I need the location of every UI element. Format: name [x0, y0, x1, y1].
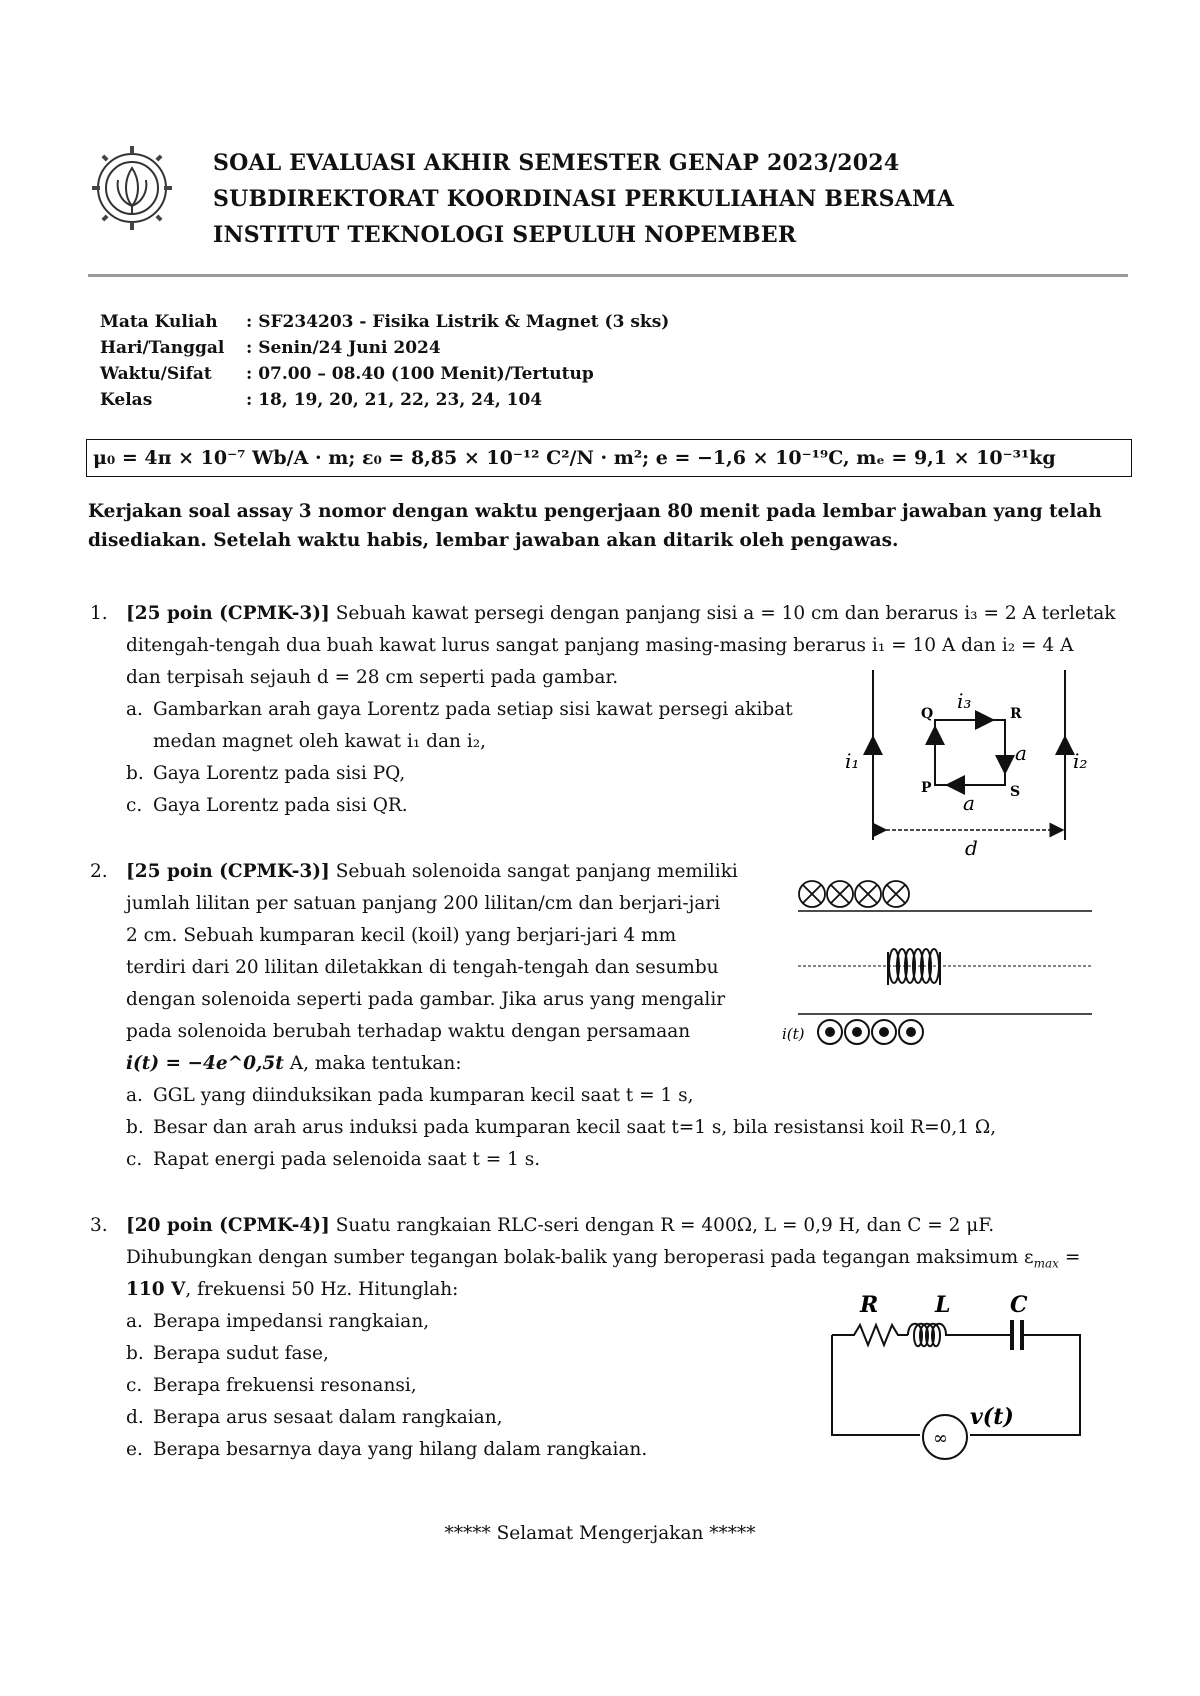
question-points: [25 poin (CPMK-3)]: [126, 603, 330, 624]
sub-label: b.: [126, 1117, 144, 1138]
instructions-line-1: Kerjakan soal assay 3 nomor dengan waktu pengerjaan 80 menit pada lembar jawaban yang telah: [88, 501, 1102, 522]
question-text: 2 cm. Sebuah kumparan kecil (koil) yang berjari-jari 4 mm: [126, 925, 677, 946]
sub-label: c.: [126, 795, 143, 816]
info-label: Mata Kuliah: [100, 312, 218, 332]
header-title-1: SOAL EVALUASI AKHIR SEMESTER GENAP 2023/2024: [213, 150, 900, 176]
current-equation: i(t) = −4e^0,5t: [126, 1053, 284, 1074]
info-value: : 18, 19, 20, 21, 22, 23, 24, 104: [246, 390, 543, 410]
info-value: : SF234203 - Fisika Listrik & Magnet (3 sks): [246, 312, 670, 332]
solenoid-bottom-row: [818, 1020, 923, 1044]
constants-box: μ₀ = 4π × 10⁻⁷ Wb/A · m; ε₀ = 8,85 × 10⁻¹² C²/N · m²; e = −1,6 × 10⁻¹⁹C, mₑ = 9,1 × 10⁻³¹kg: [86, 439, 1132, 477]
instructions-line-2: disediakan. Setelah waktu habis, lembar jawaban akan ditarik oleh pengawas.: [88, 530, 899, 551]
question-text: Dihubungkan dengan sumber tegangan bolak-balik yang beroperasi pada tegangan maksimum ε: [126, 1247, 1034, 1268]
header-title-2: SUBDIREKTORAT KOORDINASI PERKULIAHAN BERSAMA: [213, 186, 954, 212]
question-text: Sebuah solenoida sangat panjang memiliki: [335, 861, 738, 882]
sub-label: a.: [126, 699, 143, 720]
sub-text: Gaya Lorentz pada sisi QR.: [153, 795, 408, 816]
sub-label: c.: [126, 1375, 143, 1396]
sub-label: a.: [126, 1085, 143, 1106]
label-Q: Q: [921, 706, 934, 722]
question-text: jumlah lilitan per satuan panjang 200 lilitan/cm dan berjari-jari: [126, 893, 721, 914]
two-wire-square-loop-diagram: [835, 660, 1095, 860]
info-value: : 07.00 – 08.40 (100 Menit)/Tertutup: [246, 364, 594, 384]
sub-question-c: [126, 1144, 540, 1177]
sub-question-a: [126, 1306, 429, 1339]
solenoid-top-row: [799, 881, 909, 907]
label-R: R: [860, 1292, 879, 1318]
label-i2: i₂: [1073, 749, 1088, 773]
rlc-circuit-diagram: [830, 1290, 1090, 1470]
label-P: P: [921, 780, 932, 796]
sub-question-b: [126, 1112, 996, 1145]
info-value: : Senin/24 Juni 2024: [246, 338, 441, 358]
question-text: dengan solenoida seperti pada gambar. Jika arus yang mengalir: [126, 989, 726, 1010]
sub-question-c: [126, 1370, 417, 1403]
question-text: , frekuensi 50 Hz. Hitunglah:: [185, 1279, 459, 1300]
label-R: R: [1010, 706, 1022, 722]
sub-text: Gaya Lorentz pada sisi PQ,: [153, 763, 406, 784]
question-number: 2.: [90, 861, 108, 882]
info-row: [100, 309, 669, 335]
sub-label: b.: [126, 763, 144, 784]
its-seal-icon: [92, 140, 172, 236]
sub-text: Berapa sudut fase,: [153, 1343, 329, 1364]
resistor-icon: [832, 1325, 908, 1345]
question-text: pada solenoida berubah terhadap waktu dengan persamaan: [126, 1021, 691, 1042]
sub-text: Berapa besarnya daya yang hilang dalam rangkaian.: [153, 1439, 648, 1460]
sub-question-b: [126, 758, 405, 791]
exam-info-table: [100, 309, 669, 413]
label-i1: i₁: [845, 749, 860, 773]
solenoid-coil-diagram: [780, 870, 1100, 1055]
header-title-3: INSTITUT TEKNOLOGI SEPULUH NOPEMBER: [213, 222, 797, 248]
sub-label: a.: [126, 1311, 143, 1332]
question-text: ditengah-tengah dua buah kawat lurus sangat panjang masing-masing berarus i₁ = 10 A dan i₂ = 4 A: [126, 635, 1074, 656]
sub-text: medan magnet oleh kawat i₁ dan i₂,: [153, 731, 487, 752]
label-C: C: [1010, 1292, 1028, 1318]
info-label: Kelas: [100, 390, 153, 410]
sub-text: Gambarkan arah gaya Lorentz pada setiap sisi kawat persegi akibat: [153, 699, 793, 720]
info-row: [100, 361, 669, 387]
label-i3: i₃: [957, 689, 972, 713]
question-points: [25 poin (CPMK-3)]: [126, 861, 330, 882]
sub-text: Berapa frekuensi resonansi,: [153, 1375, 417, 1396]
info-label: Hari/Tanggal: [100, 338, 225, 358]
question-text: =: [1058, 1247, 1081, 1268]
question-text: terdiri dari 20 lilitan diletakkan di tengah-tengah dan sesumbu: [126, 957, 719, 978]
footer-message: ***** Selamat Mengerjakan *****: [444, 1523, 756, 1544]
question-number: 3.: [90, 1215, 108, 1236]
label-d: d: [965, 836, 978, 860]
label-S: S: [1010, 784, 1021, 800]
sub-question-c: [126, 790, 408, 823]
sub-question-b: [126, 1338, 329, 1371]
square-loop: [935, 720, 1005, 785]
question-number: 1.: [90, 603, 108, 624]
question-text: dan terpisah sejauh d = 28 cm seperti pada gambar.: [126, 667, 619, 688]
info-label: Waktu/Sifat: [100, 364, 212, 384]
question-points: [20 poin (CPMK-4)]: [126, 1215, 330, 1236]
label-a-side: a: [1015, 741, 1027, 765]
sub-text: Besar dan arah arus induksi pada kumparan kecil saat t=1 s, bila resistansi koil R=0,1 Ω,: [153, 1117, 997, 1138]
sub-label: b.: [126, 1343, 144, 1364]
question-text: Sebuah kawat persegi dengan panjang sisi a = 10 cm dan berarus i₃ = 2 A terletak: [335, 603, 1116, 624]
info-row: [100, 335, 669, 361]
sub-question-d: [126, 1402, 503, 1435]
sub-text: Berapa impedansi rangkaian,: [153, 1311, 430, 1332]
sub-question-e: [126, 1434, 647, 1467]
voltage-value: 110 V: [126, 1279, 186, 1300]
label-it: i(t): [782, 1025, 805, 1043]
sub-label: c.: [126, 1149, 143, 1170]
sub-text: GGL yang diinduksikan pada kumparan kecil saat t = 1 s,: [153, 1085, 694, 1106]
source-symbol: ∞: [933, 1428, 948, 1449]
question-text: A, maka tentukan:: [289, 1053, 462, 1074]
label-L: L: [935, 1292, 951, 1318]
header-divider: [88, 274, 1128, 277]
sub-text: Berapa arus sesaat dalam rangkaian,: [153, 1407, 503, 1428]
small-coil: [888, 949, 940, 985]
label-vt: v(t): [970, 1404, 1014, 1430]
sub-text: Rapat energi pada selenoida saat t = 1 s.: [153, 1149, 541, 1170]
sub-label: e.: [126, 1439, 143, 1460]
sub-question-a: [126, 1080, 694, 1113]
question-text: Suatu rangkaian RLC-seri dengan R = 400Ω, L = 0,9 H, dan C = 2 μF.: [335, 1215, 995, 1236]
sub-label: d.: [126, 1407, 144, 1428]
inductor-icon: [908, 1324, 964, 1347]
info-row: [100, 387, 669, 413]
sub-question-a: [126, 694, 793, 727]
label-a-bottom: a: [963, 791, 975, 815]
subscript-max: max: [1033, 1256, 1059, 1271]
